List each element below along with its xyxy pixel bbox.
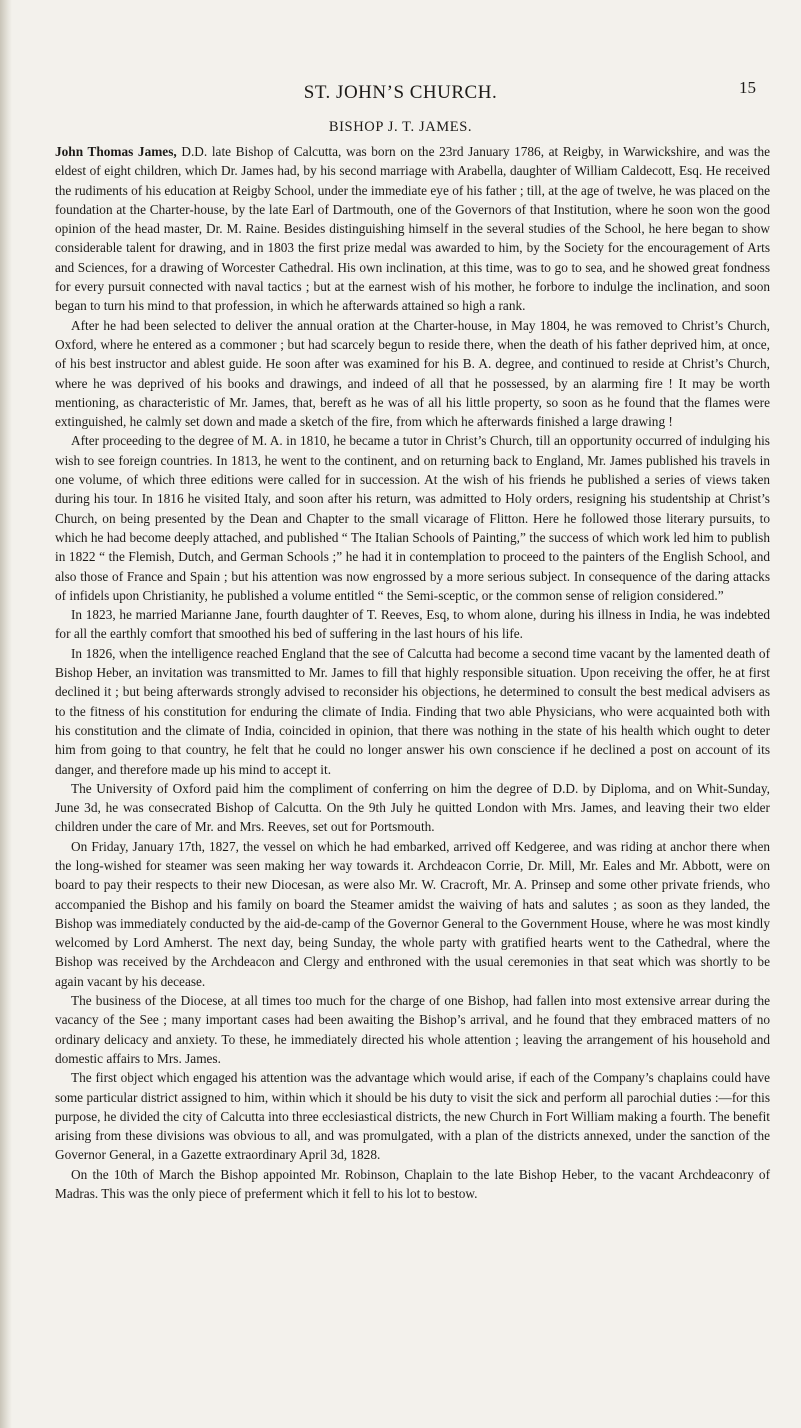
paragraph-text: D.D. late Bishop of Calcutta, was born on the 23rd January 1786, at Reigby, in Warwickshire, and was the eldest of eight children, which Dr. James had, by his second marriage with Arabella, daughter of William Caldecott, Esq. He received the rudiments of his education at Reigby School, under the immediate eye of his father ; till, at the age of twelve, he was placed on the foundation at the Charter-house, by the late Earl of Dartmouth, one of the Governors of that Institution, where he soon won the good opinion of the head master, Dr. M. Raine. Besides distinguishing himself in the several studies of the School, he here began to show considerable talent for drawing, and in 1803 the first prize medal was awarded to him, by the Society for the encouragement of Arts and Sciences, for a drawing of Worcester Cathedral. His own inclination, at this time, was to go to sea, and he showed great fondness for every pursuit connected with naval tactics ; but at the earnest wish of his mother, he forbore to indulge the inclination, and soon began to turn his mind to that profession, in which he afterwards attained so high a rank. <box>55 144 770 314</box>
paragraph: After proceeding to the degree of M. A. in 1810, he became a tutor in Christ’s Church, till an opportunity occurred of indulging his wish to see foreign countries. In 1813, he went to the continent, and on returning back to England, Mr. James published his travels in one volume, of which three editions were called for in succession. At the wish of his friends he published a series of views taken during his tour. In 1816 he visited Italy, and soon after his return, was admitted to Holy orders, resigning his studentship at Christ’s Church, on being presented by the Dean and Chapter to the small vicarage of Flitton. Here he followed those literary pursuits, to which he had become deeply attached, and published “ The Italian Schools of Painting,” the success of which work led him to publish in 1822 “ the Flemish, Dutch, and German Schools ;” he had it in contemplation to proceed to the painters of the English School, and also those of France and Spain ; but his attention was now engrossed by a more serious subject. In consequence of the daring attacks of infidels upon Christianity, he published a volume entitled “ the Semi-sceptic, or the common sense of religion considered.” <box>55 433 770 603</box>
page-number: 15 <box>739 78 756 97</box>
running-title: ST. JOHN’S CHURCH. <box>303 82 498 103</box>
paragraph: In 1823, he married Marianne Jane, fourth daughter of T. Reeves, Esq, to whom alone, during his illness in India, he was indebted for all the earthly comfort that smoothed his bed of suffering in the last hours of his life. <box>55 607 770 642</box>
body-text <box>55 142 770 1203</box>
paragraph: On the 10th of March the Bishop appointed Mr. Robinson, Chaplain to the late Bishop Heber, to the vacant Archdeaconry of Madras. This was the only piece of preferment which it fell to his lot to bestow. <box>55 1166 770 1202</box>
paragraph: After he had been selected to deliver the annual oration at the Charter-house, in May 1804, he was removed to Christ’s Church, Oxford, where he entered as a commoner ; but had scarcely begun to reside there, when the death of his father deprived him, at once, of his best instructor and ablest guide. He soon after was examined for his B. A. degree, and continued to reside at Christ’s Church, where he was deprived of his books and drawings, and indeed of all that he possessed, by an alarming fire ! It may be worth mentioning, as characteristic of Mr. James, that, bereft as he was of all his little property, so soon as he found that the flames were extinguished, he calmly set down and made a sketch of the fire, from which he afterwards finished a large drawing ! <box>55 317 770 430</box>
paragraph: The business of the Diocese, at all times too much for the charge of one Bishop, had fallen into most extensive arrear during the vacancy of the See ; many important cases had been awaiting the Bishop’s arrival, and he found that they embraced matters of no ordinary delicacy and anxiety. To these, he immediately directed his whole attention ; leaving the arrangement of his household and domestic affairs to Mrs. James. <box>55 993 770 1066</box>
paragraph: The first object which engaged his attention was the advantage which would arise, if each of the Company’s chaplains could have some particular district assigned to him, within which it should be his duty to visit the sick and perform all parochial duties :—for this purpose, he divided the city of Calcutta into three ecclesiastical districts, the new Church in Fort William making a fourth. The benefit arising from these divisions was obvious to all, and was promulgated, with a plan of the districts annexed, under the sanction of the Governor General, in a Gazette extraordinary April 3d, 1828. <box>55 1070 770 1163</box>
paragraph: The University of Oxford paid him the compliment of conferring on him the degree of D.D. by Diploma, and on Whit-Sunday, June 3d, he was consecrated Bishop of Calcutta. On the 9th July he quitted London with Mrs. James, and leaving their two elder children under the care of Mr. and Mrs. Reeves, set out for Portsmouth. <box>55 780 770 835</box>
paragraph: On Friday, January 17th, 1827, the vessel on which he had embarked, arrived off Kedgeree, and was riding at anchor there when the long-wished for steamer was seen making her way towards it. Archdeacon Corrie, Dr. Mill, Mr. Eales and Mr. Abbott, were on board to pay their respects to their new Diocesan, as were also Mr. W. Cracroft, Mr. A. Prinsep and some other private friends, who accompanied the Bishop and his family on board the Steamer amidst the waiving of hats and salutes ; as soon as they landed, the Bishop was immediately conducted by the aid-de-camp of the Governor General to the Government House, where he was most kindly welcomed by Lord Amherst. The next day, being Sunday, the whole party with gratified hearts went to the Cathedral, where the Bishop was received by the Archdeacon and Clergy and enthroned with the usual ceremonies in that seat which was shortly to be again vacant by his decease. <box>55 838 770 989</box>
lead-name: John Thomas James, <box>55 144 177 159</box>
section-heading: BISHOP J. T. JAMES. <box>328 119 473 135</box>
paragraph: In 1826, when the intelligence reached England that the see of Calcutta had become a second time vacant by the lamented death of Bishop Heber, an invitation was transmitted to Mr. James to fill that highly responsible situation. Upon receiving the offer, he at first declined it ; but being afterwards strongly advised to reconsider his objections, he determined to consult the best medical advisers as to the fitness of his constitution for enduring the climate of India. Finding that two able Physicians, who were acquainted both with his constitution and the climate of India, coincided in opinion, that there was nothing in the state of his health which ought to deter him from going to that country, he felt that he could no longer answer his own conscience if he declined a post on account of its danger, and therefore made up his mind to accept it. <box>55 645 770 777</box>
paragraph <box>55 142 770 316</box>
page-binding-shadow <box>0 0 12 1428</box>
